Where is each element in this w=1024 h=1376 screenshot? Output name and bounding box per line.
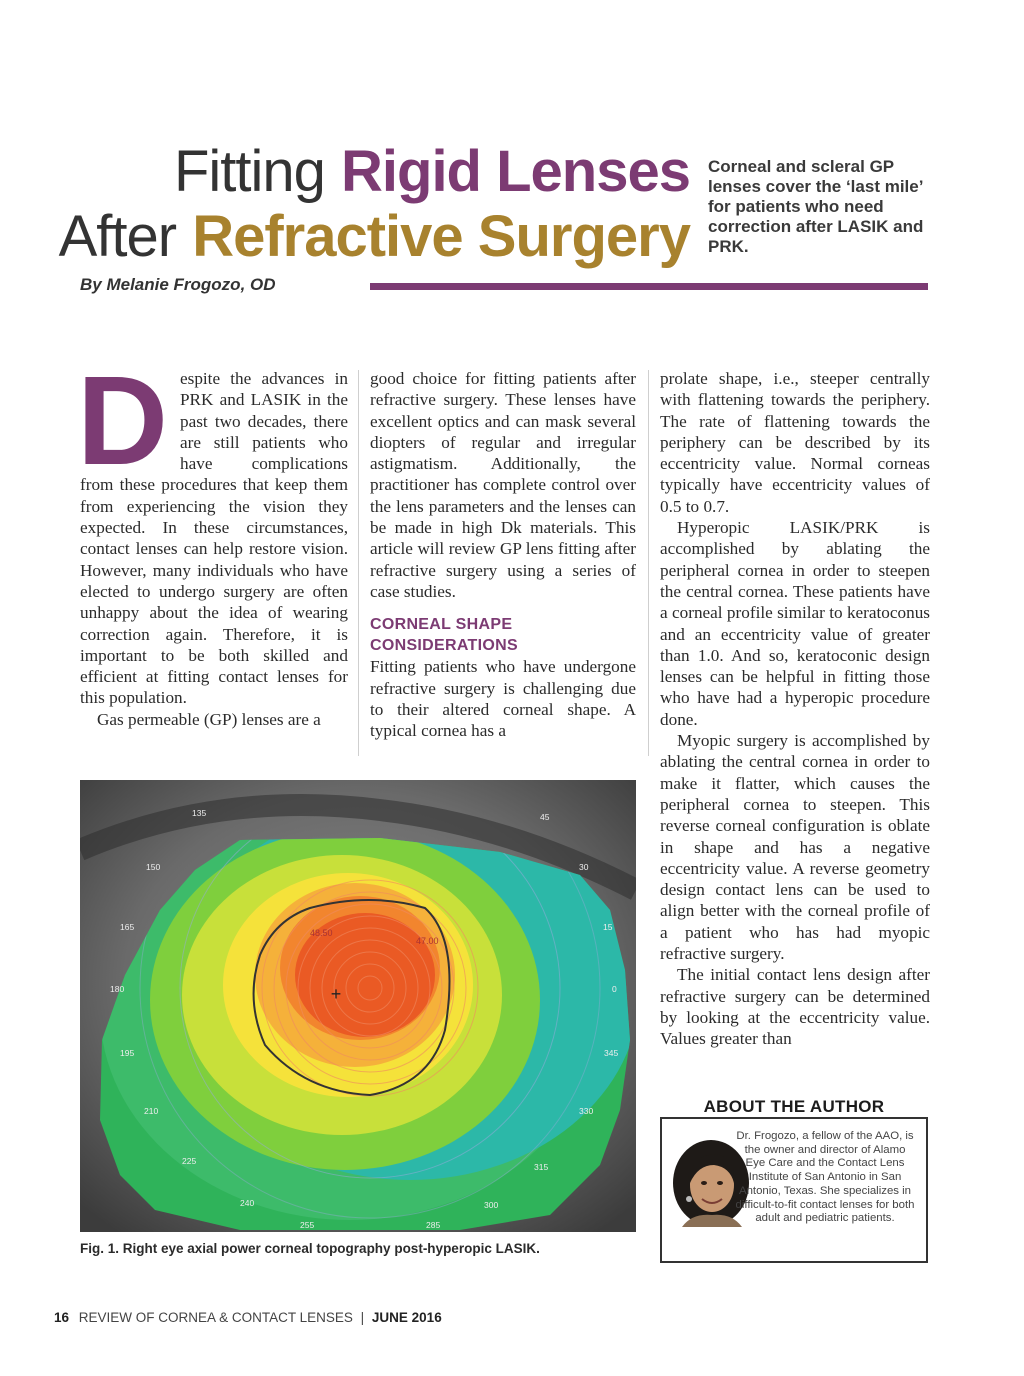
- title-line-2: [58, 204, 690, 269]
- reading-label: 48.50: [310, 928, 333, 938]
- paragraph: espite the advances in PRK and LASIK in the past two decades, there are still patients who have complications from these procedures that keep them from experiencing the vision they expected. In these circumstances, contact lenses can help restore vision. However, many individuals who have elected to undergo surgery are often unhappy about the idea of wearing correction again. Therefore, it is important to be both skilled and efficient at fitting contact lenses for this population.: [80, 369, 348, 708]
- footer-separator: |: [360, 1310, 365, 1325]
- axis-label: 30: [579, 862, 589, 872]
- axis-label: 15: [603, 922, 613, 932]
- paragraph: good choice for fitting patients after refractive surgery. These lenses have excellent optics and can mask several diopters of regular and irregular astigmatism. Additionally, the practitioner has complete control over the lens parameters and the lenses can be made in high Dk materials. This article will review GP lens fitting after refractive surgery using a series of case studies.: [370, 369, 636, 601]
- body-column-1: [77, 350, 348, 730]
- title-line-1: [173, 139, 690, 204]
- body-column-2: [370, 368, 636, 741]
- axis-label: 225: [182, 1156, 197, 1166]
- axis-label: 345: [604, 1048, 619, 1058]
- topography-map: [80, 780, 636, 1232]
- axis-label: 0: [612, 984, 617, 994]
- axis-label: 330: [579, 1106, 594, 1116]
- paragraph: The initial contact lens design after refractive surgery can be determined by looking at the eccentricity value. Values greater than: [660, 965, 930, 1049]
- deck-subtitle: Corneal and scleral GP lenses cover the ‘last mile’ for patients who need correction after LASIK and PRK.: [708, 157, 924, 256]
- publication-name: REVIEW OF CORNEA & CONTACT LENSES: [78, 1310, 353, 1325]
- topography-figure: [80, 780, 636, 1232]
- column-divider: [358, 370, 359, 756]
- reading-label: 47.00: [416, 936, 439, 946]
- section-subhead: CORNEAL SHAPE CONSIDERATIONS: [370, 616, 518, 655]
- axis-label: 210: [144, 1106, 159, 1116]
- drop-cap: D: [77, 350, 168, 491]
- axis-label: 180: [110, 984, 125, 994]
- axis-label: 240: [240, 1198, 255, 1208]
- axis-label: 300: [484, 1200, 499, 1210]
- figure-caption: Fig. 1. Right eye axial power corneal topography post-hyperopic LASIK.: [80, 1241, 540, 1256]
- paragraph: Myopic surgery is accomplished by ablating the central cornea in order to make it flatter, which causes the peripheral cornea to steepen. This reverse corneal configuration is oblate in shape and has a negative eccentricity value. A reverse geometry design contact lens can be used to align better with the corneal profile of a patient who has had myopic refractive surgery.: [660, 731, 930, 964]
- body-column-3: [660, 368, 930, 1050]
- page-footer: [54, 1310, 442, 1325]
- about-author-box: [660, 1117, 928, 1263]
- axis-label: 150: [146, 862, 161, 872]
- page-number: 16: [54, 1310, 70, 1325]
- issue-date: JUNE 2016: [371, 1310, 442, 1325]
- title-rule: [370, 283, 928, 290]
- column-divider: [648, 370, 649, 756]
- axis-label: 255: [300, 1220, 315, 1230]
- paragraph: Fitting patients who have undergone refractive surgery is challenging due to their altered corneal shape. A typical cornea has a: [370, 657, 636, 741]
- axis-label: 315: [534, 1162, 549, 1172]
- axis-label: 195: [120, 1048, 135, 1058]
- title-refractive-surgery: Refractive Surgery: [192, 204, 690, 269]
- paragraph: Hyperopic LASIK/PRK is accomplished by ablating the peripheral cornea in order to steepen the central cornea. These patients have a corneal profile similar to keratoconus and an eccentricity value of greater than 1.0. And so, keratoconic design lenses can be helpful in fitting those who have had a hyperopic procedure done.: [660, 518, 930, 729]
- author-bio: Dr. Frogozo, a fellow of the AAO, is the owner and director of Alamo Eye Care and the Contact Lens Institute of San Antonio in San Antonio, Texas. She specializes in difficult-to-fit contact lenses for both adult and pediatric patients.: [735, 1130, 915, 1225]
- axis-label: 165: [120, 922, 135, 932]
- axis-label: 135: [192, 808, 207, 818]
- paragraph: prolate shape, i.e., steeper centrally with flattening towards the periphery. The rate of flattening towards the periphery can be described by its eccentricity value. Normal corneas typically have eccentricity values of 0.5 to 0.7.: [660, 369, 930, 516]
- byline: By Melanie Frogozo, OD: [80, 275, 276, 294]
- paragraph: Gas permeable (GP) lenses are a: [97, 709, 321, 729]
- center-mark: +: [330, 984, 342, 1004]
- title-rigid-lenses: Rigid Lenses: [341, 139, 690, 204]
- about-author-heading: ABOUT THE AUTHOR: [703, 1097, 885, 1116]
- title-fitting: Fitting: [173, 139, 325, 204]
- axis-label: 285: [426, 1220, 441, 1230]
- title-after: After: [58, 204, 177, 269]
- axis-label: 45: [540, 812, 550, 822]
